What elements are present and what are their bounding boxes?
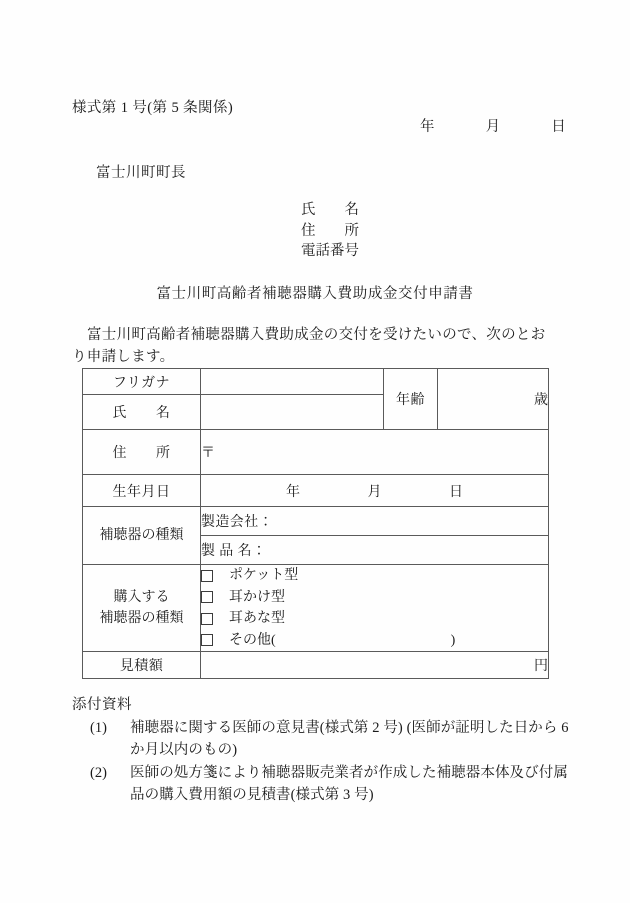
option-other-wrapper (229, 630, 548, 652)
checkbox-row-other[interactable] (201, 630, 548, 652)
attachment-number-2: (2) (90, 764, 107, 781)
purchase-type-options (201, 565, 549, 652)
birthdate-label: 生年月日 (83, 475, 201, 507)
purchase-type-label-line1: 購入する (113, 590, 170, 605)
device-type-label: 補聴器の種類 (83, 507, 201, 565)
product-input-cell[interactable]: 製 品 名： (201, 536, 549, 565)
option-label-behind-ear: 耳かけ型 (229, 589, 285, 605)
option-label-other-close: ) (450, 632, 456, 648)
attachments-section (72, 694, 572, 807)
birthdate-month: 月 (367, 484, 382, 500)
name-label: 氏 名 (83, 395, 201, 430)
age-input-cell[interactable]: 歳 (438, 369, 549, 430)
age-label: 年齢 (384, 369, 438, 430)
checkbox-icon[interactable] (201, 570, 213, 582)
estimate-label: 見積額 (83, 652, 201, 679)
estimate-input-cell[interactable]: 円 (201, 652, 549, 679)
furigana-label: フリガナ (83, 369, 201, 395)
form-number: 様式第 1 号(第 5 条関係) (72, 100, 234, 116)
checkbox-icon[interactable] (201, 591, 213, 603)
table-row-estimate (83, 652, 549, 679)
attachment-number-1: (1) (90, 719, 107, 736)
checkbox-icon[interactable] (201, 634, 213, 646)
address-label: 住 所 (83, 430, 201, 475)
checkbox-row-in-ear[interactable] (201, 608, 548, 630)
page-title: 富士川町高齢者補聴器購入費助成金交付申請書 (156, 286, 474, 302)
attachment-item-2 (90, 762, 572, 807)
attachment-item-1 (90, 717, 572, 762)
application-table (82, 368, 549, 679)
addressee: 富士川町町長 (96, 165, 186, 181)
applicant-name-label: 氏 名 (301, 202, 359, 218)
checkbox-row-behind-ear[interactable] (201, 587, 548, 609)
applicant-address-label: 住 所 (301, 222, 359, 239)
name-input-cell[interactable] (201, 395, 384, 430)
header-date-year: 年 (420, 119, 435, 135)
checkbox-row-pocket[interactable] (201, 565, 548, 587)
table-row-manufacturer (83, 507, 549, 536)
intro-paragraph: 富士川町高齢者補聴器購入費助成金の交付を受けたいので、次のとおり申請します。 (72, 327, 546, 365)
birthdate-day: 日 (449, 484, 463, 500)
option-label-pocket: ポケット型 (229, 568, 299, 583)
attachments-heading: 添付資料 (72, 697, 132, 713)
applicant-phone-label: 電話番号 (301, 243, 359, 259)
birthdate-year: 年 (286, 484, 300, 500)
attachment-text-1: 補聴器に関する医師の意見書(様式第 2 号) (医師が証明した日から 6 か月以内のもの) (130, 719, 569, 758)
header-date-month: 月 (485, 119, 501, 135)
header-date-day: 日 (551, 119, 566, 135)
table-row-purchase-type (83, 565, 549, 652)
birthdate-input-cell[interactable] (201, 475, 549, 507)
table-row-address (83, 430, 549, 475)
table-row-furigana (83, 369, 549, 395)
header-date-line (420, 115, 566, 136)
table-row-birthdate (83, 475, 549, 507)
address-input-cell[interactable]: 〒 (201, 430, 549, 475)
attachment-text-2: 医師の処方箋により補聴器販売業者が作成した補聴器本体及び付属品の購入費用額の見積書(様式第 3 号) (130, 764, 568, 803)
checkbox-icon[interactable] (201, 613, 213, 625)
option-label-other-open: その他( (229, 632, 276, 648)
option-label-in-ear: 耳あな型 (229, 611, 285, 626)
purchase-type-label-line2: 補聴器の種類 (99, 611, 184, 626)
manufacturer-input-cell[interactable]: 製造会社： (201, 507, 549, 536)
applicant-info-block (301, 200, 359, 262)
purchase-type-label (83, 565, 201, 652)
furigana-input-cell[interactable] (201, 369, 384, 395)
